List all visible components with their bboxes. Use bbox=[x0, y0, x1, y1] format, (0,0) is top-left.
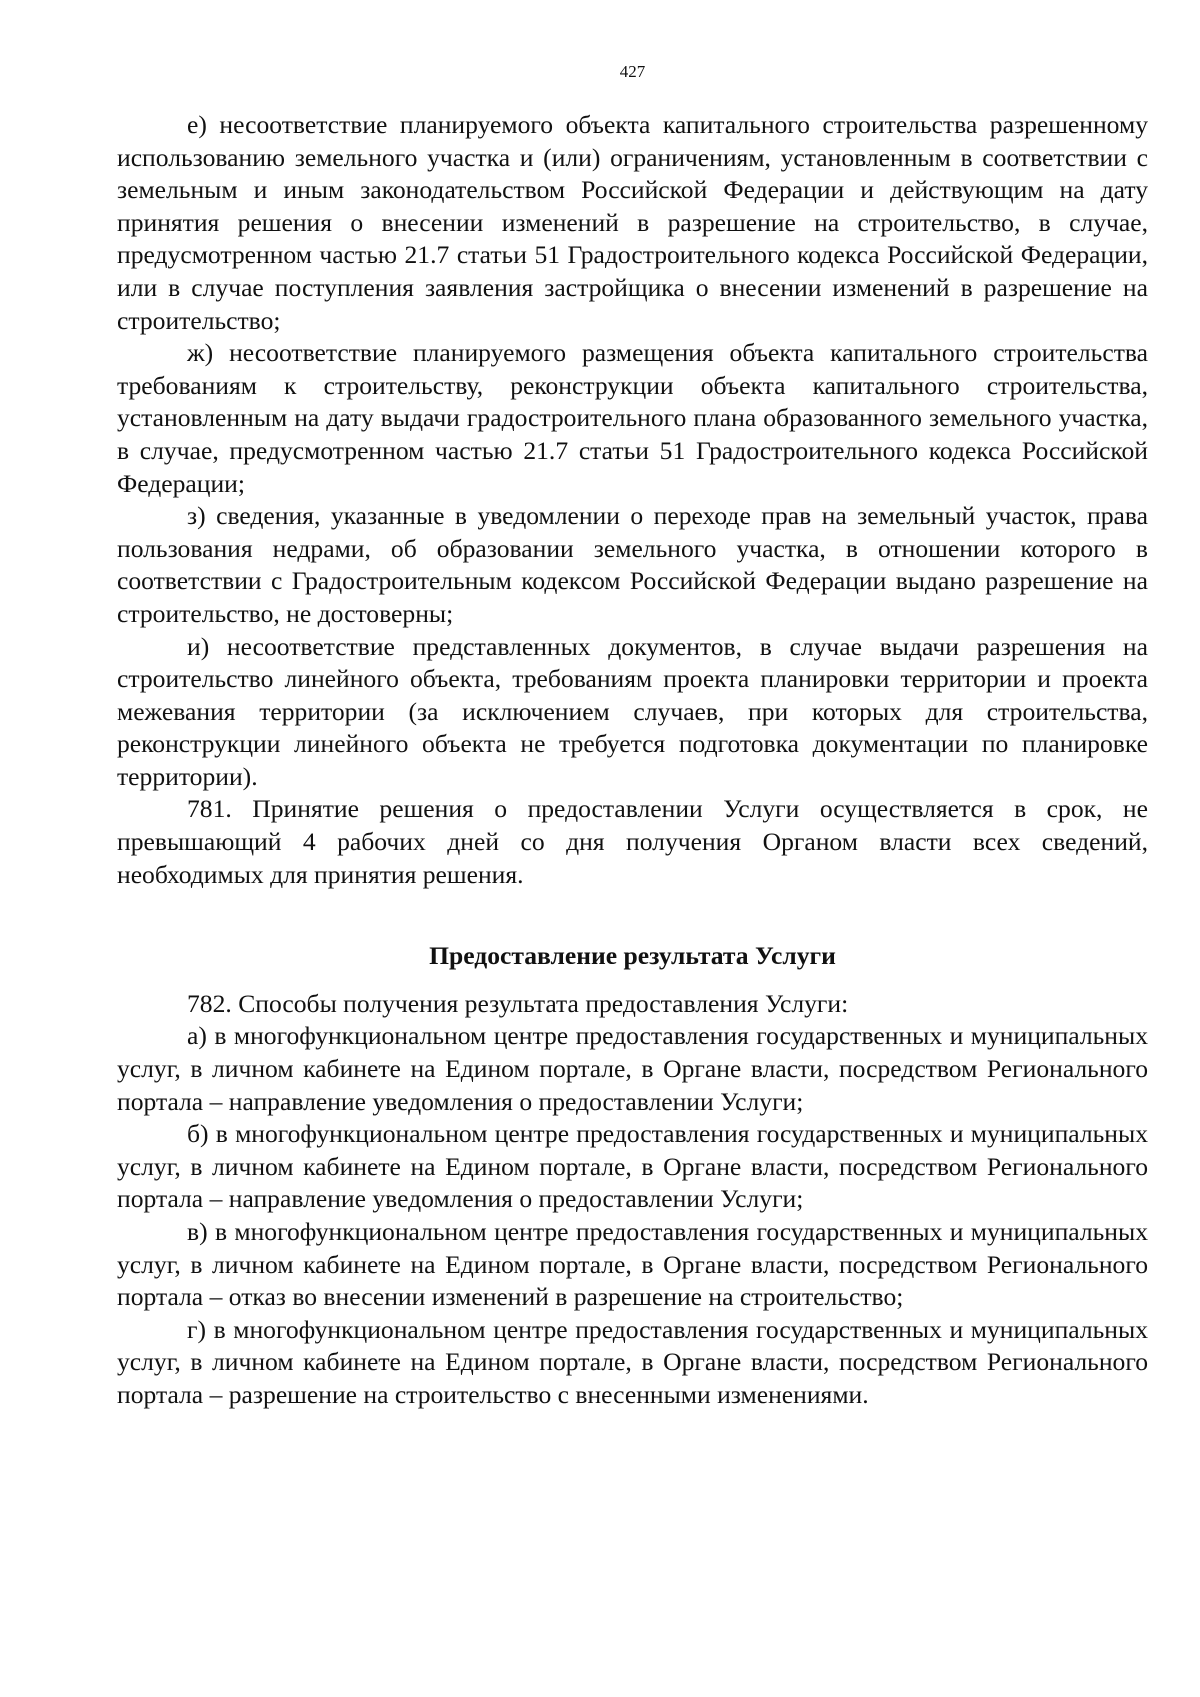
paragraph-item-z: з) сведения, указанные в уведомлении о переходе прав на земельный участок, права пользования недрами, об образовании земельного участка, в отношении которого в соответствии с Градостроительным кодексом Российской Федерации выдано разрешение на строительство, не достоверны; bbox=[117, 501, 1148, 628]
spacer bbox=[117, 891, 1148, 940]
page-number: 427 bbox=[619, 62, 646, 81]
paragraph-781: 781. Принятие решения о предоставлении Услуги осуществляется в срок, не превышающий 4 рабочих дней со дня получения Органом власти всех сведений, необходимых для принятия решения. bbox=[117, 794, 1148, 889]
paragraph-item-zh: ж) несоответствие планируемого размещения объекта капитального строительства требованиям к строительству, реконструкции объекта капитального строительства, установленным на дату выдачи градостроительного плана образованного земельного участка, в случае, предусмотренном частью 21.7 статьи 51 Градостроительного кодекса Российской Федерации; bbox=[117, 338, 1148, 498]
spacer bbox=[117, 973, 1148, 988]
paragraph-item-a: а) в многофункциональном центре предоставления государственных и муниципальных услуг, в личном кабинете на Едином портале, в Органе власти, посредством Регионального портала – направление уведомления о предоставлении Услуги; bbox=[117, 1021, 1148, 1116]
paragraph-782: 782. Способы получения результата предоставления Услуги: bbox=[187, 988, 849, 1018]
paragraph-item-g: г) в многофункциональном центре предоставления государственных и муниципальных услуг, в личном кабинете на Едином портале, в Органе власти, посредством Регионального портала – разрешение на строительство с внесенными изменениями. bbox=[117, 1314, 1148, 1409]
paragraph-item-v: в) в многофункциональном центре предоставления государственных и муниципальных услуг, в личном кабинете на Едином портале, в Органе власти, посредством Регионального портала – отказ во внесении изменений в разрешение на строительство; bbox=[117, 1217, 1148, 1312]
paragraph-item-i: и) несоответствие представленных документов, в случае выдачи разрешения на строительство линейного объекта, требованиям проекта планировки территории и проекта межевания территории (за исключением случаев, при которых для строительства, реконструкции линейного объекта не требуется подготовка документации по планировке территории). bbox=[117, 631, 1148, 791]
section-heading: Предоставление результата Услуги bbox=[429, 941, 836, 971]
paragraph-item-e: е) несоответствие планируемого объекта капитального строительства разрешенному использованию земельного участка и (или) ограничениям, установленным в соответствии с земельным и иным законодательством Российской Федерации и действующим на дату принятия решения о внесении изменений в разрешение на строительство, в случае, предусмотренном частью 21.7 статьи 51 Градостроительного кодекса Российской Федерации, или в случае поступления заявления застройщика о внесении изменений в разрешение на строительство; bbox=[117, 110, 1148, 335]
paragraph-item-b: б) в многофункциональном центре предоставления государственных и муниципальных услуг, в личном кабинете на Едином портале, в Органе власти, посредством Регионального портала – направление уведомления о предоставлении Услуги; bbox=[117, 1119, 1148, 1214]
